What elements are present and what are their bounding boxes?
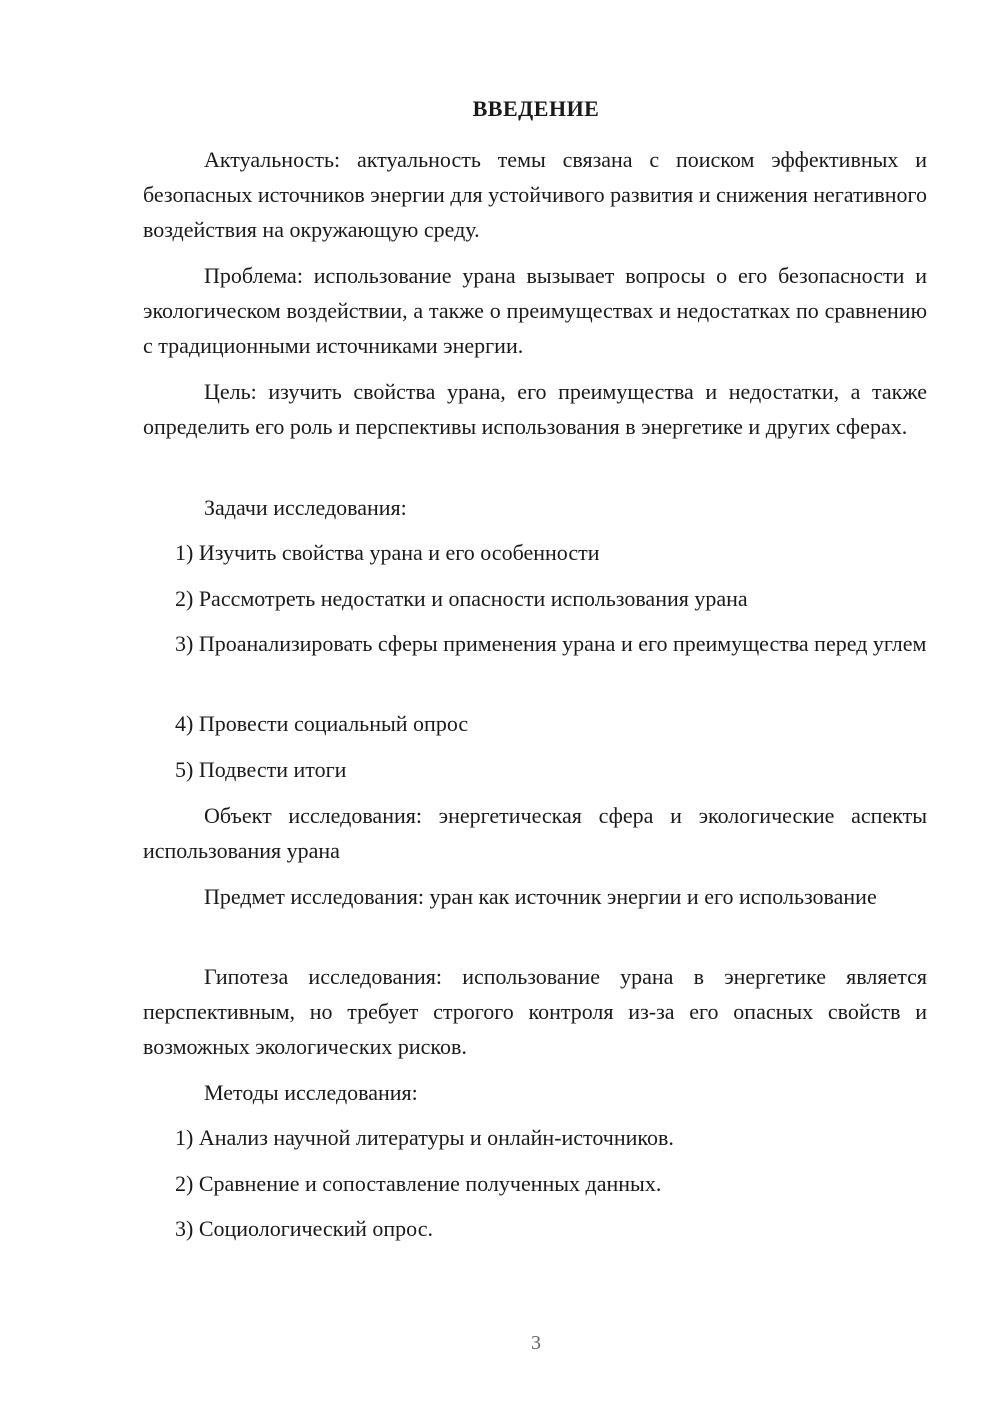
goal-paragraph: Цель: изучить свойства урана, его преимущества и недостатки, а также определить его роль и перспективы использования в энергетике и других сферах. [143,379,927,439]
task-item: 2) Рассмотреть недостатки и опасности использования урана [175,586,748,611]
task-item: 3) Проанализировать сферы применения урана и его преимущества перед углем [175,631,927,656]
methods-heading: Методы исследования: [204,1080,418,1105]
task-item: 1) Изучить свойства урана и его особенности [175,540,600,565]
page-number: 3 [531,1332,541,1354]
section-title: ВВЕДЕНИЕ [472,96,600,121]
task-item: 4) Провести социальный опрос [175,711,469,736]
subject-paragraph: Предмет исследования: уран как источник энергии и его использование [204,884,877,909]
method-item: 2) Сравнение и сопоставление полученных данных. [175,1171,662,1196]
method-item: 3) Социологический опрос. [175,1216,433,1241]
object-paragraph: Объект исследования: энергетическая сфера и экологические аспекты использования урана [143,803,927,863]
problem-paragraph: Проблема: использование урана вызывает вопросы о его безопасности и экологическом воздействии, а также о преимуществах и недостатках по сравнению с традиционными источниками энергии. [143,263,927,358]
relevance-paragraph: Актуальность: актуальность темы связана с поиском эффективных и безопасных источников энергии для устойчивого развития и снижения негативного воздействия на окружающую среду. [143,147,927,242]
method-item: 1) Анализ научной литературы и онлайн-источников. [175,1125,674,1150]
task-item: 5) Подвести итоги [175,757,347,782]
tasks-heading: Задачи исследования: [204,495,407,520]
hypothesis-paragraph: Гипотеза исследования: использование урана в энергетике является перспективным, но требует строгого контроля из-за его опасных свойств и возможных экологических рисков. [143,964,927,1059]
